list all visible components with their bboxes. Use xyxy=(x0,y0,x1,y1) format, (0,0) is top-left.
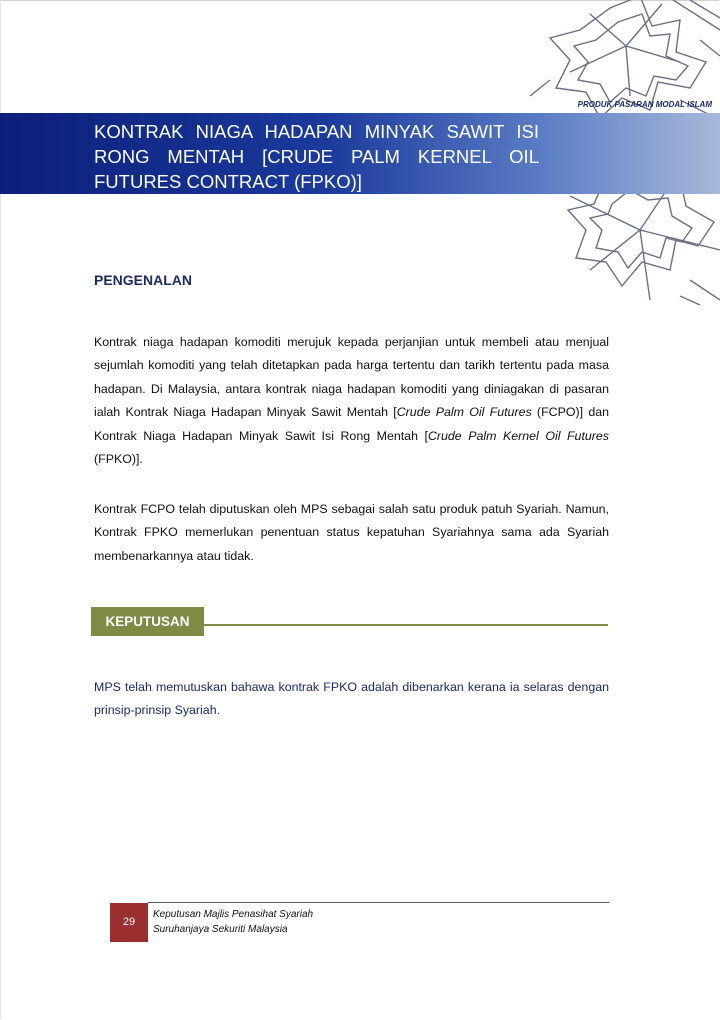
decision-label: KEPUTUSAN xyxy=(91,607,204,636)
intro-p1-text-c: (FCPO)] dan Kontrak Niaga Hadapan Minyak Sawit Isi Rong Mentah [ xyxy=(94,405,609,443)
intro-paragraph-2: Kontrak FCPO telah diputuskan oleh MPS sebagai salah satu produk patuh Syariah. Namun, Kontrak FPKO memerlukan penentuan status kepatuhan Syariahnya sama ada Syariah membenarkannya atau tidak. xyxy=(94,502,609,563)
page-number-badge: 29 xyxy=(110,903,148,942)
intro-paragraph-1 xyxy=(94,331,609,471)
intro-p1-term-fpko: Crude Palm Kernel Oil Futures xyxy=(427,428,609,443)
footer-divider xyxy=(148,902,609,903)
section-heading-introduction: PENGENALAN xyxy=(94,272,193,288)
decision-paragraph: MPS telah memutuskan bahawa kontrak FPKO adalah dibenarkan kerana ia selaras dengan prinsip-prinsip Syariah. xyxy=(94,680,609,718)
intro-p1-text-e: (FPKO)]. xyxy=(94,452,143,467)
section-tag: PRODUK PASARAN MODAL ISLAM xyxy=(577,100,712,109)
page-title: KONTRAK NIAGA HADAPAN MINYAK SAWIT ISI RONG MENTAH [CRUDE PALM KERNEL OIL FUTURES CONTRACT (FPKO)] xyxy=(94,121,539,192)
intro-p1-term-fcpo: Crude Palm Oil Futures xyxy=(396,405,532,420)
decision-divider xyxy=(204,624,608,626)
intro-p1-text-a: Kontrak niaga hadapan komoditi merujuk kepada perjanjian untuk membeli atau menjual sejumlah komoditi yang telah ditetapkan pada harga tertentu dan tarikh tertentu pada masa hadapan. Di Malaysia, antara kontrak niaga hadapan komoditi yang diniagakan di pasaran ialah Kontrak Niaga Hadapan Minyak Sawit Mentah [ xyxy=(94,335,609,420)
footer-publisher-line-1: Keputusan Majlis Penasihat Syariah xyxy=(153,909,314,920)
footer-publisher-line-2: Suruhanjaya Sekuriti Malaysia xyxy=(153,924,288,935)
